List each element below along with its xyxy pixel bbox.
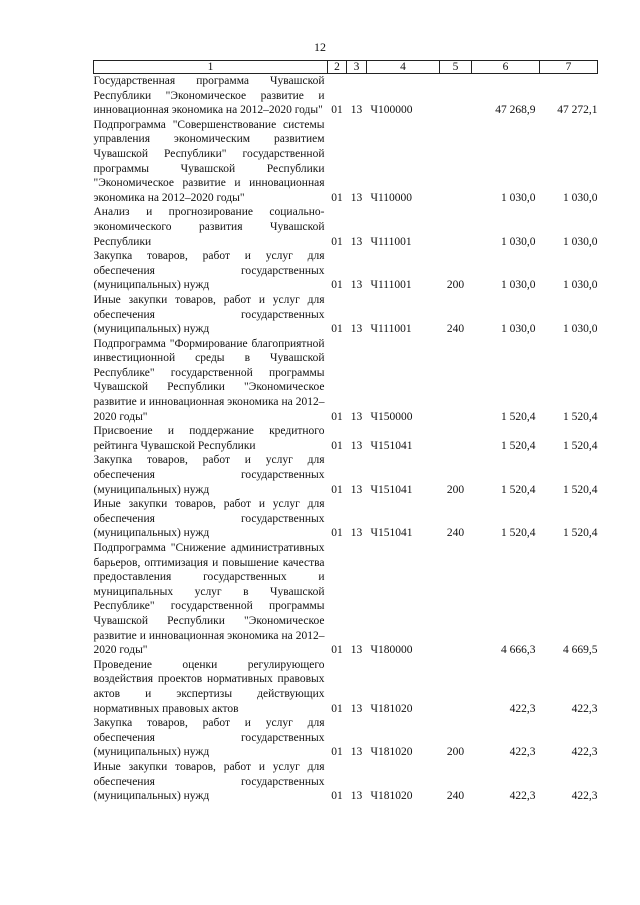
row-target-code: Ч100000 xyxy=(370,104,413,117)
row-section: 01 xyxy=(331,191,343,204)
table-row xyxy=(94,716,598,760)
row-amount-1: 1 520,4 xyxy=(501,527,536,540)
row-target-code: Ч181020 xyxy=(370,746,413,759)
header-col-4: 4 xyxy=(367,61,440,74)
row-expense-type xyxy=(440,118,472,206)
row-amount-1: 1 520,4 xyxy=(501,439,536,452)
row-section: 01 xyxy=(331,235,343,248)
row-amount-2: 1 030,0 xyxy=(563,279,598,292)
row-section: 01 xyxy=(331,702,343,715)
row-target-code: Ч110000 xyxy=(370,191,413,204)
table-row xyxy=(94,760,598,804)
row-name: Подпрограмма "Снижение административных барьеров, оптимизация и повышение качества предоставления государственных и муниципальных услуг в Чувашской Республике" государственной программы Чувашской Республики "Экономическое развитие и инновационная экономика на 2012–2020 годы" xyxy=(93,542,325,657)
row-name: Подпрограмма "Совершенствование системы управления экономическим развитием Чувашской Республики" государственной программы Чувашской Республики "Экономическое развитие и инновационная экономика на 2012–2020 годы" xyxy=(93,118,325,204)
row-amount-2: 1 030,0 xyxy=(563,323,598,336)
row-target-code: Ч181020 xyxy=(370,790,413,803)
row-name: Анализ и прогнозирование социально-экономического развития Чувашской Республики xyxy=(93,206,325,248)
table-row xyxy=(94,658,598,716)
row-name: Подпрограмма "Формирование благоприятной инвестиционной среды в Чувашской Республике" государственной программы Чувашской Республики "Экономическое развитие и инновационная экономика на 2012–2020 годы" xyxy=(93,337,325,423)
table-row xyxy=(94,497,598,541)
row-name: Иные закупки товаров, работ и услуг для обеспечения государственных (муниципальных) нужд xyxy=(93,760,325,803)
row-expense-type: 200 xyxy=(446,279,465,292)
row-amount-1: 422,3 xyxy=(509,790,536,803)
row-name: Закупка товаров, работ и услуг для обеспечения государственных (муниципальных) нужд xyxy=(93,250,325,292)
budget-table xyxy=(93,60,598,804)
row-expense-type: 240 xyxy=(446,790,465,803)
row-subsection: 13 xyxy=(350,702,363,715)
row-name: Иные закупки товаров, работ и услуг для обеспечения государственных (муниципальных) нужд xyxy=(93,498,325,540)
row-amount-1: 1 030,0 xyxy=(501,279,536,292)
row-subsection: 13 xyxy=(350,527,363,540)
row-section: 01 xyxy=(331,410,343,423)
row-name: Государственная программа Чувашской Республики "Экономическое развитие и инновационная экономика на 2012–2020 годы" xyxy=(93,75,325,117)
row-target-code: Ч111001 xyxy=(370,235,412,248)
row-section: 01 xyxy=(331,439,343,452)
row-amount-2: 47 272,1 xyxy=(557,104,598,117)
table-row xyxy=(94,74,598,118)
row-amount-1: 47 268,9 xyxy=(495,104,536,117)
row-amount-2: 422,3 xyxy=(571,702,598,715)
row-subsection: 13 xyxy=(350,323,363,336)
header-col-2: 2 xyxy=(328,61,347,74)
row-name: Присвоение и поддержание кредитного рейтинга Чувашской Республики xyxy=(93,425,325,452)
row-section: 01 xyxy=(331,483,343,496)
row-amount-2: 4 669,5 xyxy=(563,644,598,657)
row-subsection: 13 xyxy=(350,191,363,204)
table-row xyxy=(94,293,598,337)
row-expense-type xyxy=(440,541,472,658)
row-subsection: 13 xyxy=(350,439,363,452)
table-row xyxy=(94,453,598,497)
row-subsection: 13 xyxy=(350,746,363,759)
header-col-5: 5 xyxy=(440,61,472,74)
row-target-code: Ч151041 xyxy=(370,483,413,496)
row-name: Проведение оценки регулирующего воздействия проектов нормативных правовых актов и экспертизы действующих нормативных правовых актов xyxy=(93,658,325,715)
table-row xyxy=(94,249,598,293)
row-subsection: 13 xyxy=(350,410,363,423)
row-amount-2: 1 520,4 xyxy=(563,439,598,452)
row-amount-1: 1 520,4 xyxy=(501,483,536,496)
table-row xyxy=(94,205,598,249)
row-subsection: 13 xyxy=(350,279,363,292)
row-target-code: Ч181020 xyxy=(370,702,413,715)
row-amount-2: 422,3 xyxy=(571,746,598,759)
row-target-code: Ч111001 xyxy=(370,279,412,292)
row-name: Иные закупки товаров, работ и услуг для обеспечения государственных (муниципальных) нужд xyxy=(93,293,325,336)
row-expense-type xyxy=(440,205,472,249)
row-target-code: Ч151041 xyxy=(370,439,413,452)
row-subsection: 13 xyxy=(350,483,363,496)
row-amount-1: 422,3 xyxy=(509,746,536,759)
row-expense-type: 240 xyxy=(446,527,465,540)
row-section: 01 xyxy=(331,527,343,540)
row-name: Закупка товаров, работ и услуг для обеспечения государственных (муниципальных) нужд xyxy=(93,454,325,496)
header-col-3: 3 xyxy=(347,61,367,74)
row-amount-2: 1 520,4 xyxy=(563,410,598,423)
page-number: 12 xyxy=(314,40,326,54)
header-col-1: 1 xyxy=(94,61,328,74)
header-row xyxy=(94,61,598,74)
header-col-7: 7 xyxy=(540,61,598,74)
row-expense-type: 200 xyxy=(446,746,465,759)
row-target-code: Ч150000 xyxy=(370,410,413,423)
row-expense-type xyxy=(440,424,472,453)
row-section: 01 xyxy=(331,104,343,117)
row-expense-type: 240 xyxy=(446,323,465,336)
row-target-code: Ч151041 xyxy=(370,527,413,540)
row-subsection: 13 xyxy=(350,235,363,248)
row-section: 01 xyxy=(331,323,343,336)
row-subsection: 13 xyxy=(350,644,363,657)
row-expense-type xyxy=(440,74,472,118)
row-section: 01 xyxy=(331,644,343,657)
table-row xyxy=(94,337,598,425)
row-section: 01 xyxy=(331,790,343,803)
row-amount-1: 1 030,0 xyxy=(501,191,536,204)
row-amount-2: 1 030,0 xyxy=(563,191,598,204)
row-amount-2: 1 030,0 xyxy=(563,235,598,248)
row-name: Закупка товаров, работ и услуг для обеспечения государственных (муниципальных) нужд xyxy=(93,717,325,759)
row-amount-2: 1 520,4 xyxy=(563,483,598,496)
row-amount-1: 4 666,3 xyxy=(501,644,536,657)
row-expense-type xyxy=(440,658,472,716)
row-subsection: 13 xyxy=(350,104,363,117)
row-amount-1: 1 030,0 xyxy=(501,323,536,336)
row-target-code: Ч111001 xyxy=(370,323,412,336)
row-amount-2: 422,3 xyxy=(571,790,598,803)
table-row xyxy=(94,424,598,453)
header-col-6: 6 xyxy=(472,61,540,74)
row-target-code: Ч180000 xyxy=(370,644,413,657)
table-row xyxy=(94,541,598,658)
row-section: 01 xyxy=(331,279,343,292)
row-subsection: 13 xyxy=(350,790,363,803)
row-amount-2: 1 520,4 xyxy=(563,527,598,540)
row-expense-type: 200 xyxy=(446,483,465,496)
row-expense-type xyxy=(440,337,472,425)
row-section: 01 xyxy=(331,746,343,759)
row-amount-1: 422,3 xyxy=(509,702,536,715)
row-amount-1: 1 520,4 xyxy=(501,410,536,423)
row-amount-1: 1 030,0 xyxy=(501,235,536,248)
table-row xyxy=(94,118,598,206)
